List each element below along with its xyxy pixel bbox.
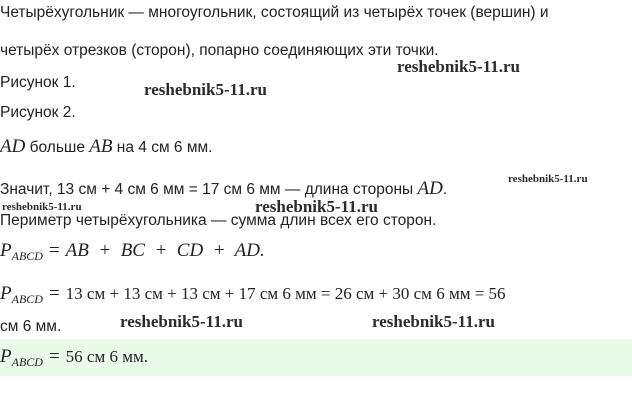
- p-letter: P: [0, 346, 12, 367]
- definition-line-1: Четырёхугольник — многоугольник, состоящий из четырёх точек (вершин) и: [0, 4, 549, 21]
- p-subscript: ABCD: [11, 292, 43, 306]
- definition-line-2: четырёх отрезков (сторон), попарно соединяющих эти точки.: [0, 42, 439, 59]
- perimeter-definition: Периметр четырёхугольника — сумма длин всех его сторон.: [0, 212, 437, 229]
- calculation-sum: 13 см + 13 см + 13 см + 17 см 6 мм = 26 см + 30 см 6 мм = 56: [65, 284, 506, 303]
- math-ab: AB: [89, 136, 113, 157]
- watermark: reshebnik5-11.ru: [2, 201, 82, 213]
- perimeter-calculation: [0, 283, 506, 307]
- p-subscript: ABCD: [11, 249, 43, 263]
- watermark: reshebnik5-11.ru: [255, 197, 378, 216]
- watermark: reshebnik5-11.ru: [120, 312, 243, 331]
- watermark: reshebnik5-11.ru: [372, 312, 495, 331]
- answer-value: 56 см 6 мм.: [65, 347, 148, 366]
- equals-sign: =: [48, 346, 60, 367]
- figure-1-caption: Рисунок 1.: [0, 74, 76, 91]
- ad-compare-line: [0, 136, 212, 158]
- text-fragment: больше: [25, 139, 90, 156]
- math-ad: AD: [0, 136, 26, 157]
- znachit-line: [0, 178, 447, 200]
- perimeter-formula: [0, 240, 265, 264]
- math-ad: AD: [417, 178, 443, 199]
- calculation-continuation: см 6 мм.: [0, 318, 62, 335]
- watermark: reshebnik5-11.ru: [508, 173, 588, 185]
- watermark: reshebnik5-11.ru: [144, 80, 267, 99]
- figure-2-caption: Рисунок 2.: [0, 104, 76, 121]
- answer-line: [0, 346, 148, 370]
- text-fragment: Значит, 13 см + 4 см 6 мм = 17 см 6 мм — длина стороны: [0, 181, 418, 198]
- text-fragment: .: [442, 181, 448, 198]
- p-letter: P: [0, 283, 12, 304]
- text-fragment: на 4 см 6 мм.: [112, 139, 213, 156]
- p-letter: P: [0, 240, 12, 261]
- formula-sum: AB + BC + CD + AD.: [65, 240, 265, 261]
- equals-sign: =: [48, 283, 60, 304]
- equals-sign: =: [48, 240, 60, 261]
- watermark: reshebnik5-11.ru: [397, 57, 520, 76]
- p-subscript: ABCD: [11, 355, 43, 369]
